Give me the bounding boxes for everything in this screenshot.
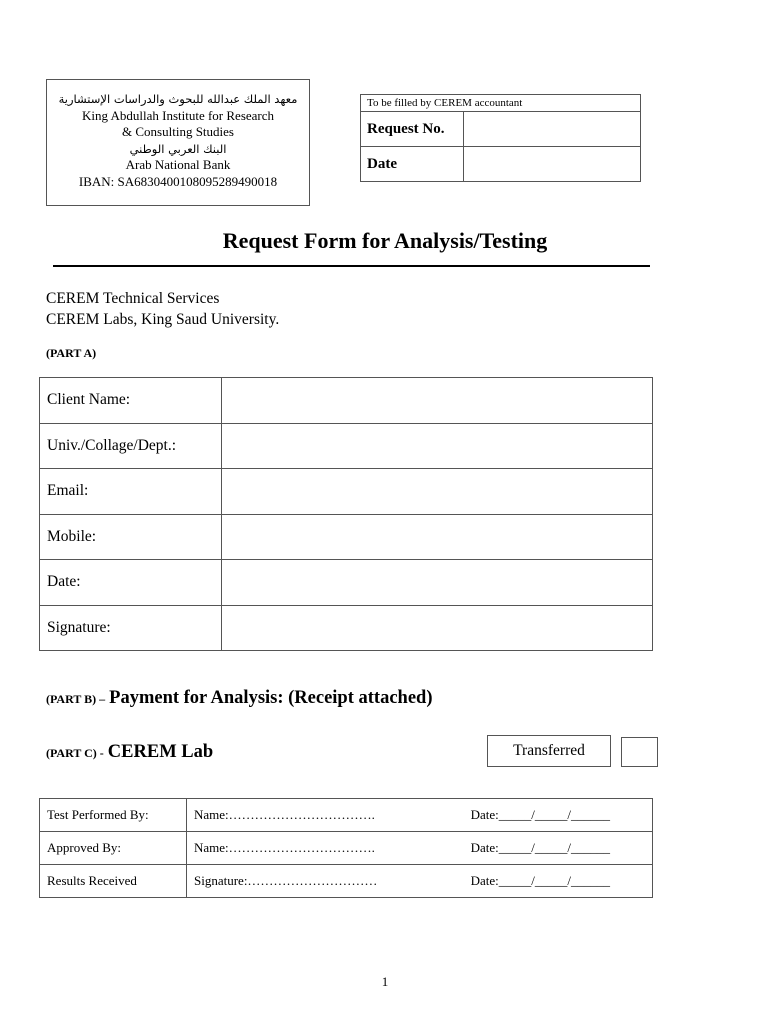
department-label: Univ./Collage/Dept.: (40, 423, 222, 469)
bank-name: Arab National Bank (125, 157, 231, 172)
transferred-checkbox[interactable] (621, 737, 658, 767)
institute-name-line1: King Abdullah Institute for Research (81, 107, 275, 123)
transferred-label: Transferred (487, 735, 611, 767)
name-field[interactable]: Name:……………………………. (194, 840, 375, 855)
client-name-field[interactable] (222, 378, 653, 424)
part-c-label: (PART C) - (46, 746, 104, 760)
form-title: Request Form for Analysis/Testing (222, 228, 548, 253)
accountant-header: To be filled by CEREM accountant (361, 95, 641, 112)
date-field[interactable]: Date:_____/_____/______ (470, 840, 610, 855)
date-field[interactable] (222, 560, 653, 606)
part-b-text: Payment for Analysis: (Receipt attached) (109, 688, 433, 708)
date-label: Date: (40, 560, 222, 606)
accountant-date-field[interactable] (464, 147, 641, 182)
page-number: 1 (381, 974, 389, 989)
email-label: Email: (40, 469, 222, 515)
date-field[interactable]: Date:_____/_____/______ (470, 807, 610, 822)
lab-signoff-table (39, 798, 653, 898)
mobile-field[interactable] (222, 514, 653, 560)
request-no-label: Request No. (361, 112, 464, 147)
table-row (40, 865, 653, 898)
table-row (40, 514, 653, 560)
results-received-fields[interactable] (187, 865, 653, 898)
table-row (40, 799, 653, 832)
part-c-heading (46, 742, 213, 763)
name-field[interactable]: Name:……………………………. (194, 807, 375, 822)
signature-field[interactable] (222, 605, 653, 651)
services-block (46, 288, 279, 330)
department-field[interactable] (222, 423, 653, 469)
table-row (40, 469, 653, 515)
table-row (40, 378, 653, 424)
client-info-table (39, 377, 653, 651)
approved-by-label: Approved By: (40, 832, 187, 865)
part-b-heading (46, 688, 433, 709)
results-received-label: Results Received (40, 865, 187, 898)
part-a-label: (PART A) (46, 346, 97, 360)
table-row (40, 605, 653, 651)
iban: IBAN: SA6830400108095289490018 (78, 173, 278, 189)
test-performed-label: Test Performed By: (40, 799, 187, 832)
email-field[interactable] (222, 469, 653, 515)
accountant-table (360, 94, 641, 182)
bank-info-box (46, 79, 310, 206)
institute-name-arabic: معهد الملك عبدالله للبحوث والدراسات الإستشارية (58, 92, 298, 106)
title-underline (53, 265, 650, 267)
client-name-label: Client Name: (40, 378, 222, 424)
table-row (40, 832, 653, 865)
services-line2: CEREM Labs, King Saud University. (46, 311, 280, 328)
services-line1: CEREM Technical Services (46, 290, 220, 307)
test-performed-fields[interactable] (187, 799, 653, 832)
part-b-label: (PART B) – (46, 692, 106, 706)
bank-name-arabic: البنك العربي الوطني (129, 141, 227, 156)
approved-by-fields[interactable] (187, 832, 653, 865)
table-row (40, 423, 653, 469)
request-no-field[interactable] (464, 112, 641, 147)
part-c-text: CEREM Lab (107, 742, 214, 762)
date-field[interactable]: Date:_____/_____/______ (470, 873, 610, 888)
institute-name-line2: & Consulting Studies (122, 124, 234, 139)
accountant-date-label: Date (361, 147, 464, 182)
signature-field[interactable]: Signature:………………………… (194, 873, 378, 888)
table-row (40, 560, 653, 606)
mobile-label: Mobile: (40, 514, 222, 560)
signature-label: Signature: (40, 605, 222, 651)
